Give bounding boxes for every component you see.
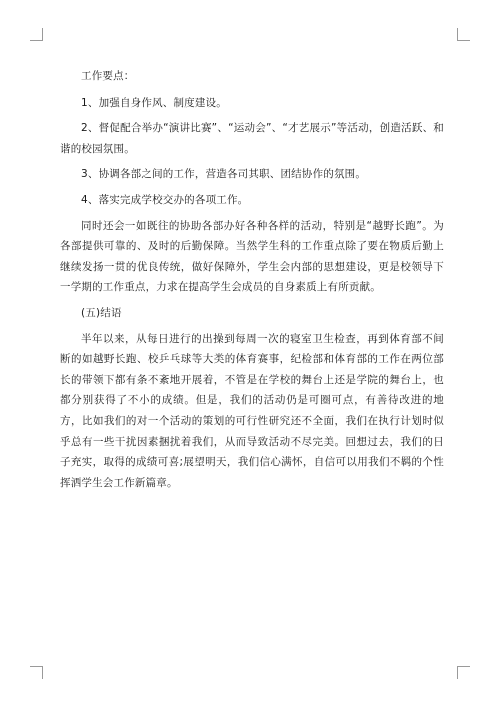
crop-mark-bottom-right xyxy=(457,666,470,679)
document-body xyxy=(60,66,444,498)
work-point-2: 2、督促配合举办“演讲比赛”、“运动会”、“才艺展示”等活动，创造活跃、和谐的校园氛围。 xyxy=(60,122,444,155)
body-paragraph-support: 同时还会一如既往的协助各部办好各种各样的活动，特别是“越野长跑”。为各部提供可靠的、及时的后勤保障。当然学生科的工作重点除了要在物质后勤上继续发扬一贯的优良传统，做好保障外，学生会内部的思想建设，更是校领导下一学期的工作重点，力求在提高学生会成员的自身素质上有所贡献。 xyxy=(60,219,444,294)
crop-mark-top-right xyxy=(457,28,470,41)
work-point-4: 4、落实完成学校交办的各项工作。 xyxy=(81,193,249,206)
section-heading-work-points: 工作要点： xyxy=(81,70,135,82)
work-point-3: 3、协调各部之间的工作，营造各司其职、团结协作的氛围。 xyxy=(81,168,367,181)
work-point-1: 1、加强自身作风、制度建设。 xyxy=(81,96,227,109)
crop-mark-bottom-left xyxy=(30,666,43,679)
crop-mark-top-left xyxy=(30,28,43,41)
body-paragraph-conclusion: 半年以来，从每日进行的出操到每周一次的寝室卫生检查，再到体育部不间断的如越野长跑、校乒乓球等大类的体育赛事，纪检部和体育部的工作在两位部长的带领下都有条不紊地开展着，不管是在学校的舞台上还是学院的舞台上，也都分别获得了不小的成绩。但是，我们的活动仍是可圈可点，有善待改进的地方，比如我们的对一个活动的策划的可行性研究还不全面，我们在执行计划时似乎总有一些干扰因素捆扰着我们，从而导致活动不尽完美。回想过去，我们的日子充实，取得的成绩可喜;展望明天，我们信心满怀，自信可以用我们不羁的个性挥洒学生会工作新篇章。 xyxy=(60,332,444,489)
section-heading-conclusion: (五)结语 xyxy=(81,306,122,319)
